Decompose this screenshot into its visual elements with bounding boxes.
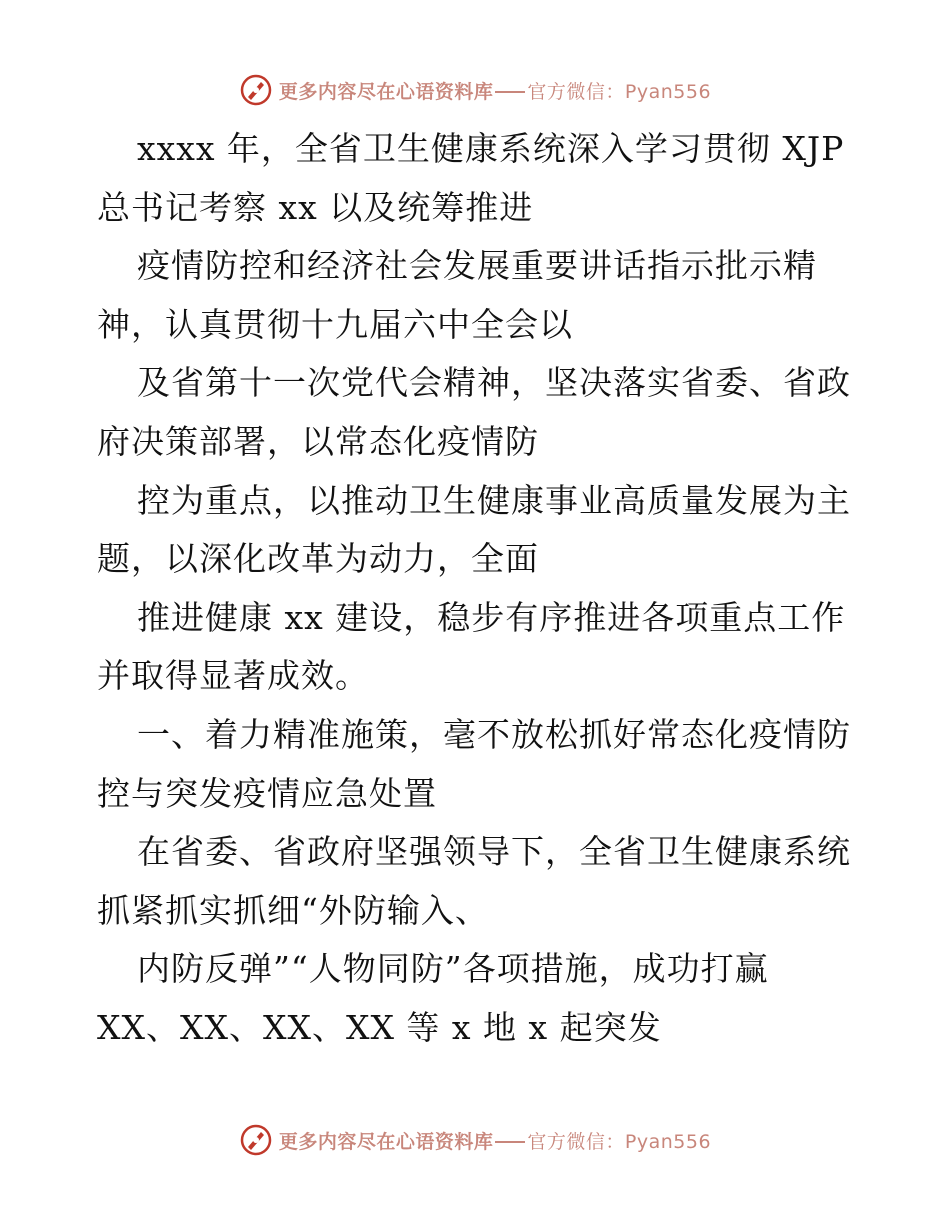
text-line: 府决策部署，以常态化疫情防 xyxy=(97,421,539,461)
text-line: 疫情防控和经济社会发展重要讲话指示批示精 xyxy=(137,246,817,286)
text-line: 神，认真贯彻十九届六中全会以 xyxy=(97,304,573,344)
text-line: 推进健康 xx 建设，稳步有序推进各项重点工作 xyxy=(137,597,846,637)
pen-circle-logo-icon xyxy=(239,73,273,107)
text-line: 内防反弹”“人物同防”各项措施，成功打赢 xyxy=(137,949,769,989)
document-body xyxy=(97,120,857,1058)
text-line: xxxx 年，全省卫生健康系统深入学习贯彻 XJP xyxy=(137,129,845,168)
text-line: 并取得显著成效。 xyxy=(97,656,369,696)
text-line: 控为重点，以推动卫生健康事业高质量发展为主 xyxy=(137,480,851,520)
text-line: 在省委、省政府坚强领导下，全省卫生健康系统 xyxy=(137,832,851,872)
text-line: 及省第十一次党代会精神，坚决落实省委、省政 xyxy=(137,363,851,403)
watermark-text: 更多内容尽在心语资料库 官方微信：Pyan556 xyxy=(278,80,712,103)
section-heading-line: 控与突发疫情应急处置 xyxy=(97,773,437,813)
header-watermark xyxy=(0,70,950,110)
footer-watermark xyxy=(0,1120,950,1160)
text-line: 题，以深化改革为动力，全面 xyxy=(97,539,539,579)
section-heading-line: 一、着力精准施策，毫不放松抓好常态化疫情防 xyxy=(137,714,851,754)
text-line: 抓紧抓实抓细“外防输入、 xyxy=(97,890,489,930)
text-line: 总书记考察 xx 以及统筹推进 xyxy=(97,187,534,227)
watermark-text: 更多内容尽在心语资料库 官方微信：Pyan556 xyxy=(278,1130,712,1153)
pen-circle-logo-icon xyxy=(239,1123,273,1157)
text-line: XX、XX、XX、XX 等 x 地 x 起突发 xyxy=(97,1007,662,1047)
